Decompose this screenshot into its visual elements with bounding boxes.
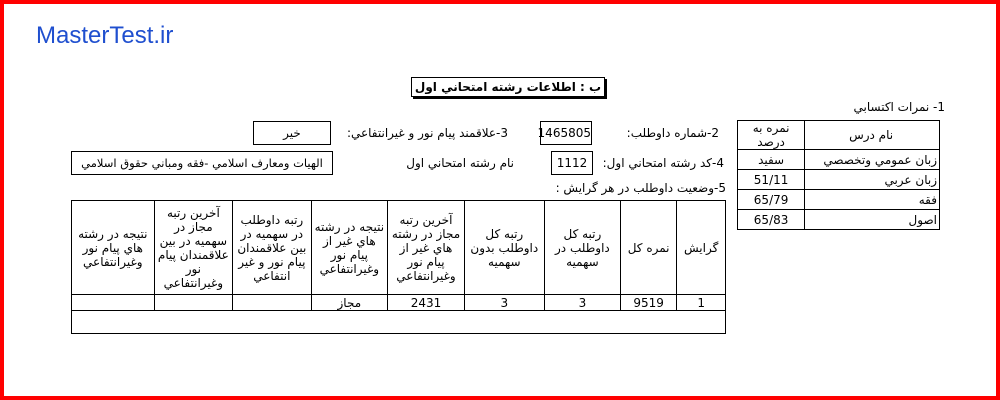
course-name: زبان عمومي وتخصصي (805, 150, 940, 170)
table-row (738, 210, 940, 230)
course-score: 65/83 (738, 210, 805, 230)
course-name: فقه (805, 190, 940, 210)
header-total-score: نمره كل (620, 201, 676, 295)
header-rank-pnu-quota: رتبه داوطلب در سهميه در بين علاقمندان پيام نور و غير انتفاعي (233, 201, 311, 295)
header-last-allowed-rank: آخرين رتبه مجاز در رشته هاي غير از پيام نور وغيرانتفاعي (388, 201, 465, 295)
exam-name-label: نام رشته امتحاني اول (406, 156, 514, 170)
table-row (738, 170, 940, 190)
cell-rank-pnu-quota (233, 295, 311, 311)
course-score: 51/11 (738, 170, 805, 190)
interest-field: خير (253, 121, 331, 145)
cell-result-pnu (72, 295, 155, 311)
status-table (71, 200, 726, 334)
table-row (72, 295, 726, 311)
cell-rank-with-quota: 3 (544, 295, 620, 311)
cell-last-rank-pnu (154, 295, 233, 311)
table-row (738, 190, 940, 210)
empty-row (72, 311, 726, 334)
header-score: نمره به درصد (738, 121, 805, 150)
status-header-row (72, 201, 726, 295)
header-result-pnu: نتيجه در رشته هاي پيام نور وغيرانتفاعي (72, 201, 155, 295)
course-score: سفيد (738, 150, 805, 170)
cell-last-allowed-rank: 2431 (388, 295, 465, 311)
cell-result-other: مجاز (311, 295, 388, 311)
header-rank-without-quota: رتبه كل داوطلب بدون سهميه (464, 201, 544, 295)
table-row (738, 150, 940, 170)
interest-label: 3-علاقمند پيام نور و غيرانتفاعي: (346, 126, 508, 140)
cell-branch: 1 (677, 295, 726, 311)
exam-code-field: 1112 (551, 151, 593, 175)
scores-table (737, 120, 940, 230)
header-rank-with-quota: رتبه كل داوطلب در سهميه (544, 201, 620, 295)
site-watermark: MasterTest.ir (36, 22, 174, 49)
course-score: 65/79 (738, 190, 805, 210)
applicant-no-field: 1465805 (540, 121, 592, 145)
cell-total-score: 9519 (620, 295, 676, 311)
exam-name-field: الهيات ومعارف اسلامي -فقه ومباني حقوق اسلامي (71, 151, 333, 175)
exam-code-label: 4-كد رشته امتحاني اول: (602, 156, 724, 170)
empty-cell (72, 311, 726, 334)
section-title: ب : اطلاعات رشته امتحاني اول (411, 77, 605, 97)
course-name: اصول (805, 210, 940, 230)
scores-header-row (738, 121, 940, 150)
header-branch: گرايش (677, 201, 726, 295)
header-result-other: نتيجه در رشته هاي غير از پيام نور وغيرانتفاعي (311, 201, 388, 295)
status-section-label: 5-وضعيت داوطلب در هر گرايش : (555, 181, 726, 195)
header-course: نام درس (805, 121, 940, 150)
header-last-rank-pnu: آخرين رتبه مجاز در سهميه در بين علاقمندان پيام نور وغيرانتفاعي (154, 201, 233, 295)
scores-section-label: 1- نمرات اكتسابي (853, 100, 945, 114)
course-name: زبان عربي (805, 170, 940, 190)
cell-rank-without-quota: 3 (464, 295, 544, 311)
applicant-no-label: 2-شماره داوطلب: (626, 126, 719, 140)
